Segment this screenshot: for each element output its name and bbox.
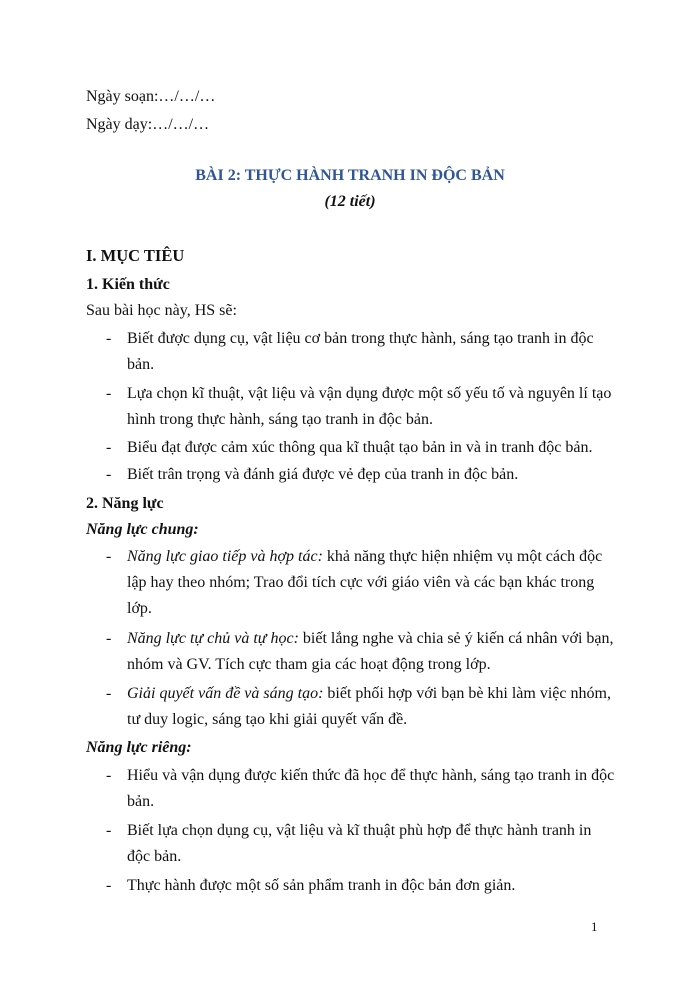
- knowledge-item-1-line2: bản.: [127, 356, 155, 373]
- specific-item-3: Thực hành được một số sản phẩm tranh in độc bản đơn giản.: [127, 877, 516, 894]
- subheading-specific-competence: Năng lực riêng:: [86, 739, 192, 756]
- bullet-dash: -: [106, 877, 112, 894]
- bullet-dash: -: [106, 767, 112, 784]
- knowledge-item-3: Biểu đạt được cảm xúc thông qua kĩ thuật tạo bản in và in tranh độc bản.: [127, 439, 593, 456]
- general-item-3-label: Giải quyết vấn đề và sáng tạo:: [127, 685, 324, 702]
- knowledge-intro: Sau bài học này, HS sẽ:: [86, 302, 237, 319]
- bullet-dash: -: [106, 330, 112, 347]
- bullet-dash: -: [106, 439, 112, 456]
- general-item-1-line1: [127, 548, 602, 566]
- general-item-1-line3: lớp.: [127, 600, 152, 617]
- general-item-2-label: Năng lực tự chủ và tự học:: [127, 630, 299, 647]
- general-item-3-line1: [127, 685, 611, 703]
- page-number: 1: [591, 919, 598, 934]
- knowledge-item-4: Biết trân trọng và đánh giá được vẻ đẹp của tranh in độc bản.: [127, 466, 519, 483]
- general-item-1-label: Năng lực giao tiếp và hợp tác:: [127, 548, 323, 565]
- general-item-3-line2: tư duy logic, sáng tạo khi giải quyết vấn đề.: [127, 711, 408, 728]
- general-item-1-text: khả năng thực hiện nhiệm vụ một cách độc: [322, 548, 603, 565]
- specific-item-1-line2: bản.: [127, 793, 155, 810]
- general-item-2-line2: nhóm và GV. Tích cực tham gia các hoạt động trong lớp.: [127, 656, 491, 673]
- lesson-title: BÀI 2: THỰC HÀNH TRANH IN ĐỘC BẢN: [195, 167, 505, 184]
- prep-date: Ngày soạn:…/…/…: [86, 88, 216, 105]
- subheading-competence: 2. Năng lực: [86, 495, 164, 512]
- specific-item-2-line1: Biết lựa chọn dụng cụ, vật liệu và kĩ thuật phù hợp để thực hành tranh in: [127, 822, 592, 839]
- general-item-1-line2: lập hay theo nhóm; Trao đổi tích cực với giáo viên và các bạn khác trong: [127, 574, 595, 591]
- specific-item-1-line1: Hiểu và vận dụng được kiến thức đã học để thực hành, sáng tạo tranh in độc: [127, 767, 615, 784]
- subheading-knowledge: 1. Kiến thức: [86, 276, 170, 293]
- general-item-3-text: biết phối hợp với bạn bè khi làm việc nhóm,: [323, 685, 611, 702]
- knowledge-item-1-line1: Biết được dụng cụ, vật liệu cơ bản trong thực hành, sáng tạo tranh in độc: [127, 330, 594, 347]
- teach-date: Ngày dạy:…/…/…: [86, 116, 210, 133]
- section-heading-objectives: I. MỤC TIÊU: [86, 246, 185, 265]
- bullet-dash: -: [106, 466, 112, 483]
- knowledge-item-2-line2: hình trong thực hành, sáng tạo tranh in độc bản.: [127, 411, 433, 428]
- specific-item-2-line2: độc bản.: [127, 848, 182, 865]
- bullet-dash: -: [106, 630, 112, 647]
- general-item-2-line1: [127, 630, 614, 648]
- knowledge-item-2-line1: Lựa chọn kĩ thuật, vật liệu và vận dụng được một số yếu tố và nguyên lí tạo: [127, 385, 612, 402]
- lesson-periods: (12 tiết): [324, 193, 376, 210]
- bullet-dash: -: [106, 685, 112, 702]
- bullet-dash: -: [106, 548, 112, 565]
- bullet-dash: -: [106, 385, 112, 402]
- bullet-dash: -: [106, 822, 112, 839]
- general-item-2-text: biết lắng nghe và chia sẻ ý kiến cá nhân với bạn,: [298, 630, 614, 647]
- subheading-general-competence: Năng lực chung:: [86, 521, 199, 538]
